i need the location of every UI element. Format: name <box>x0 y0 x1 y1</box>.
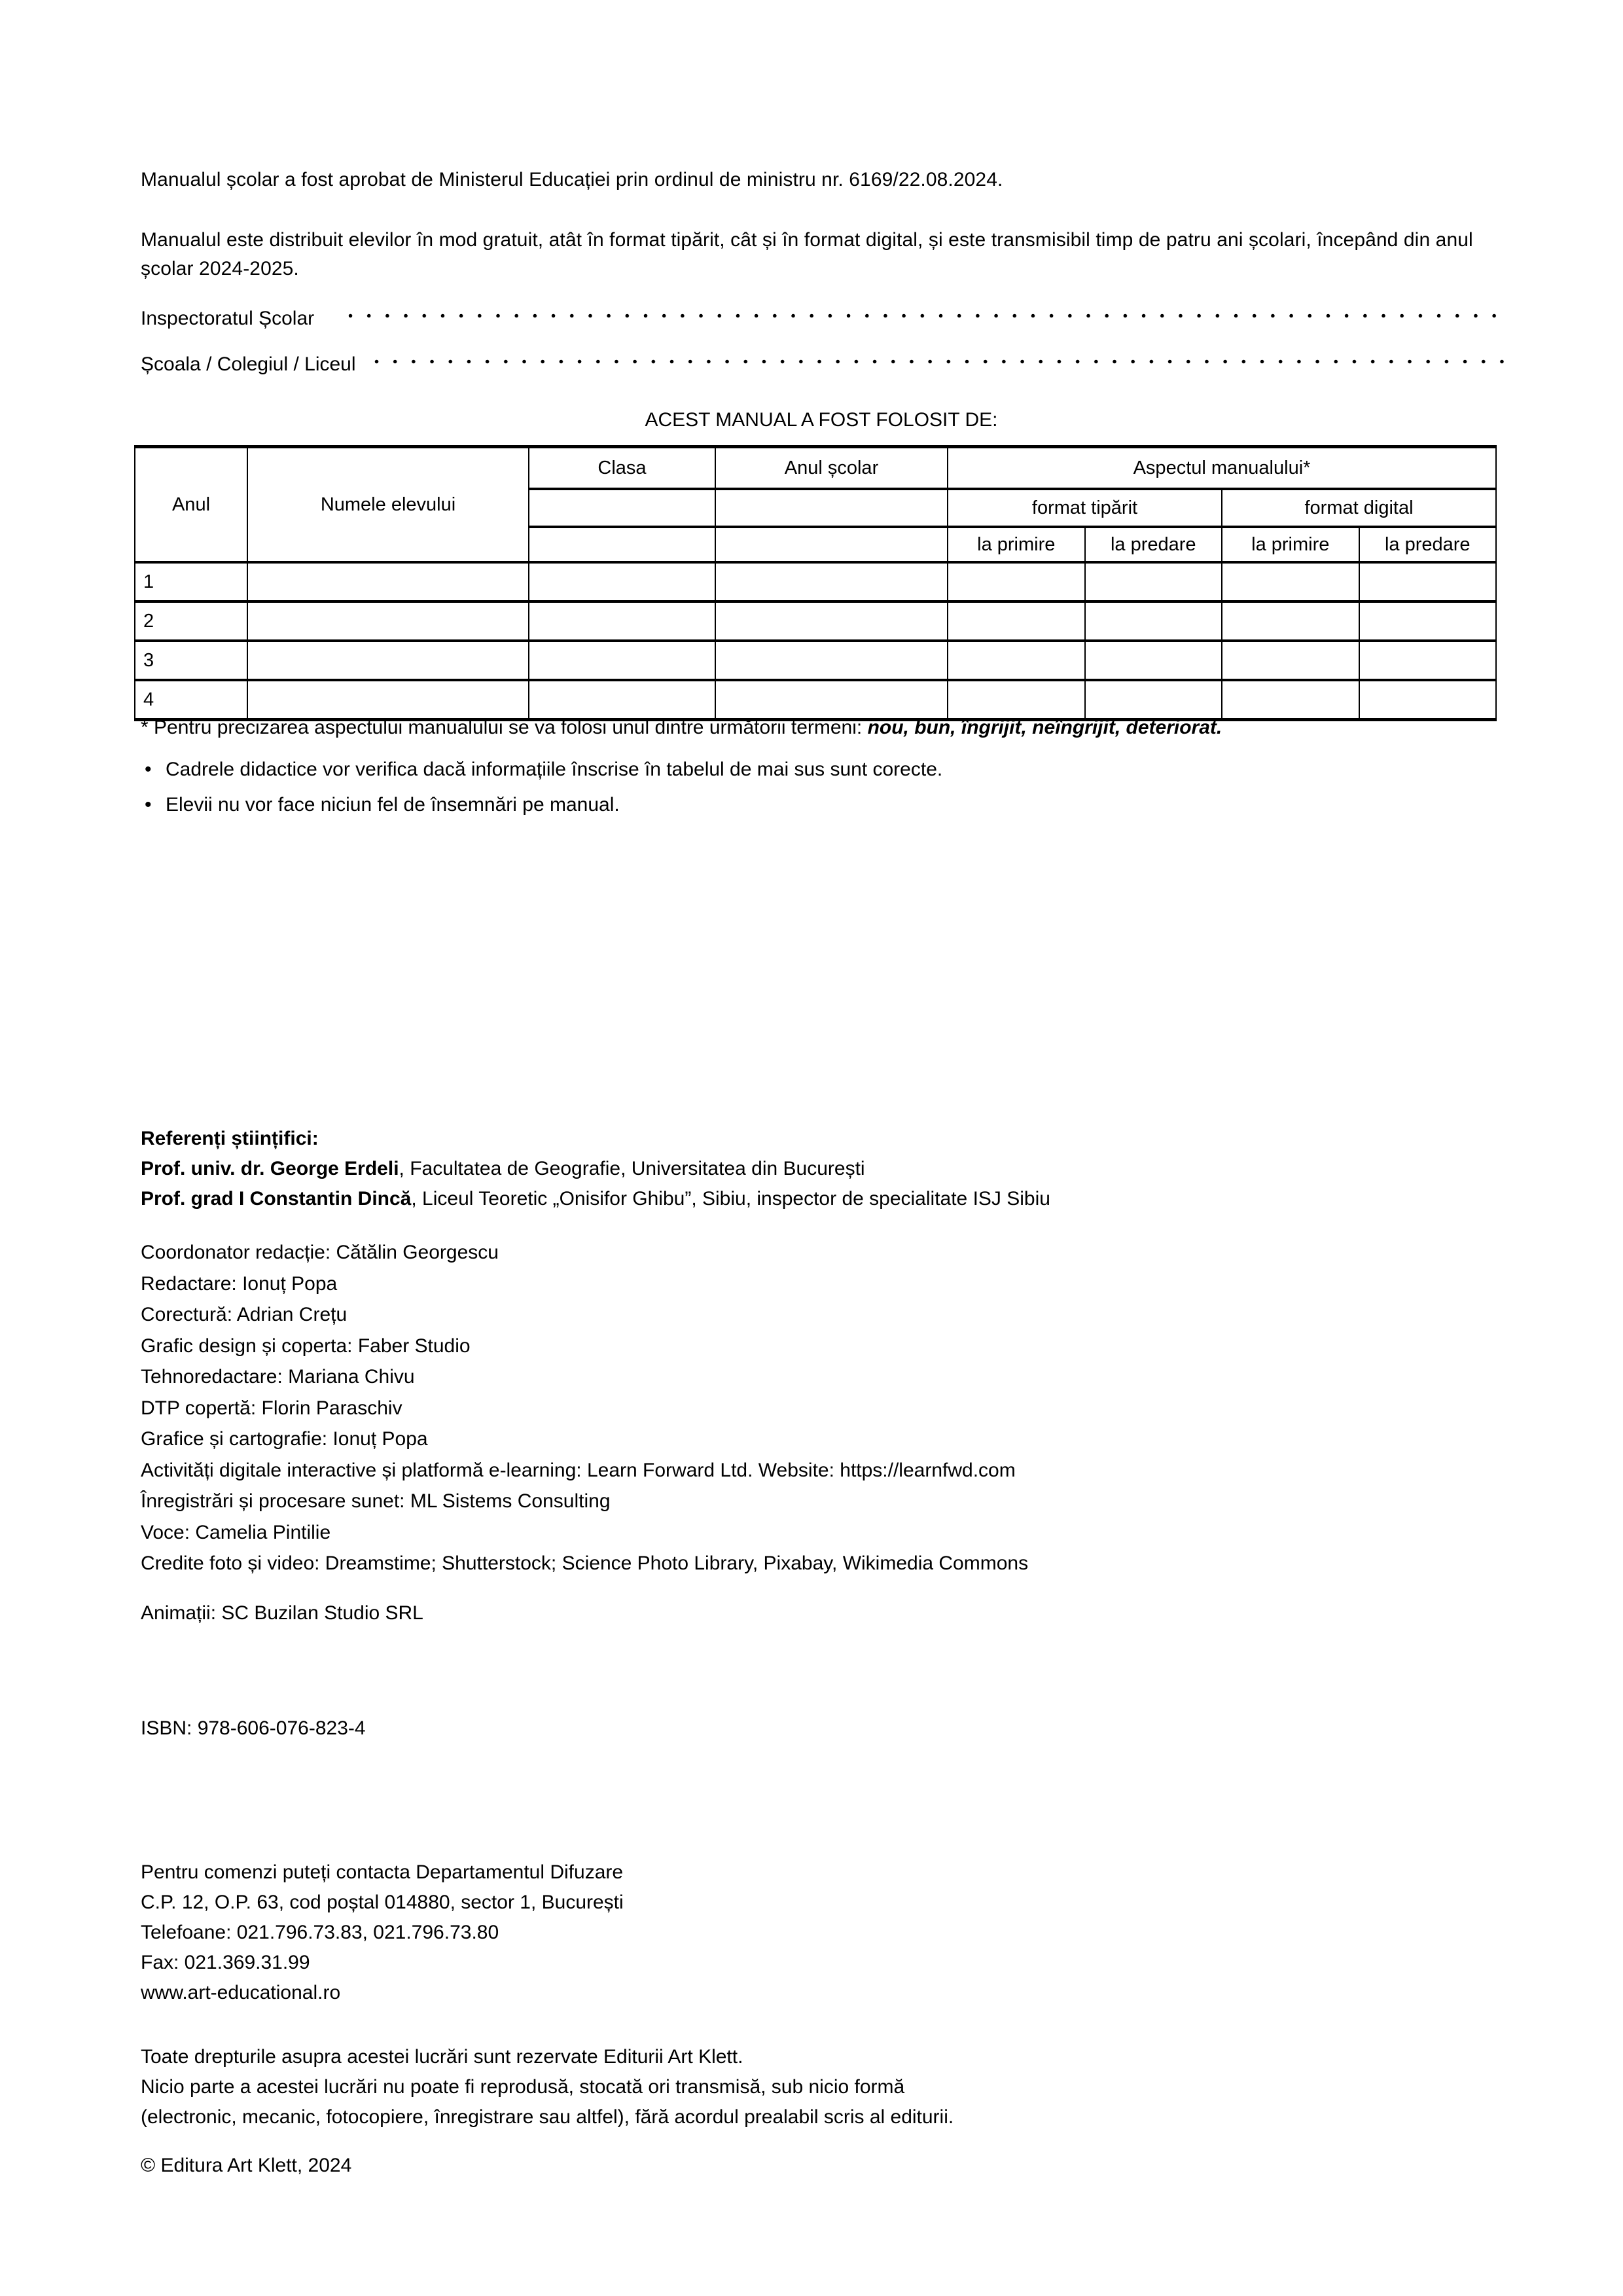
rights-line: Nicio parte a acestei lucrări nu poate fi reprodusă, stocată ori transmisă, sub nicio formă <box>141 2076 905 2098</box>
scientific-referents-block <box>141 1124 1502 1214</box>
cell-an-scolar[interactable] <box>715 641 948 680</box>
approval-paragraph: Manualul școlar a fost aprobat de Ministerul Educației prin ordinul de ministru nr. 6169/22.08.2024. <box>141 169 1003 190</box>
scoala-input-line[interactable] <box>374 342 1505 370</box>
cell-tiparit-primire[interactable] <box>948 601 1085 641</box>
inspectorat-label: Inspectoratul Școlar <box>141 308 315 329</box>
th-aspectul-manualului: Aspectul manualului* <box>948 447 1496 490</box>
isbn-line: ISBN: 978-606-076-823-4 <box>141 1717 366 1739</box>
th-anul-scolar-spacer <box>715 489 948 527</box>
cell-digital-primire[interactable] <box>1222 601 1359 641</box>
credit-line: Redactare: Ionuț Popa <box>141 1272 338 1295</box>
cell-clasa[interactable] <box>529 641 715 680</box>
credit-line: Credite foto și video: Dreamstime; Shutterstock; Science Photo Library, Pixabay, Wikimedia Commons <box>141 1552 1029 1574</box>
usage-table-heading: ACEST MANUAL A FOST FOLOSIT DE: <box>645 409 998 431</box>
credit-line: Grafice și cartografie: Ionuț Popa <box>141 1428 428 1450</box>
cell-digital-predare[interactable] <box>1359 562 1497 601</box>
contact-line: Pentru comenzi puteți contacta Departamentul Difuzare <box>141 1861 624 1883</box>
rights-reserved-block <box>141 2042 1502 2132</box>
footnote-asterisk <box>141 713 1502 742</box>
cell-year: 4 <box>135 680 247 720</box>
cell-digital-primire[interactable] <box>1222 641 1359 680</box>
copyright-line: © Editura Art Klett, 2024 <box>141 2155 352 2176</box>
referent-name: Prof. grad I Constantin Dincă <box>141 1188 412 1210</box>
cell-nume[interactable] <box>247 641 529 680</box>
credit-line: Înregistrări și procesare sunet: ML Sistems Consulting <box>141 1490 611 1512</box>
cell-nume[interactable] <box>247 601 529 641</box>
table-row <box>135 601 1496 641</box>
credit-line: Tehnoredactare: Mariana Chivu <box>141 1366 415 1388</box>
th-anul-scolar: Anul școlar <box>715 447 948 490</box>
cell-year: 3 <box>135 641 247 680</box>
contact-line: Telefoane: 021.796.73.83, 021.796.73.80 <box>141 1922 499 1943</box>
dotted-line <box>348 314 1505 318</box>
cell-tiparit-primire[interactable] <box>948 641 1085 680</box>
note-bullet-2 <box>141 791 1527 819</box>
th-format-tiparit: format tipărit <box>948 489 1222 527</box>
credit-line: Corectură: Adrian Crețu <box>141 1304 348 1325</box>
note-bullet-2-text: Elevii nu vor face niciun fel de însemnări pe manual. <box>166 794 620 816</box>
production-credits-block <box>141 1237 1502 1579</box>
cell-an-scolar[interactable] <box>715 601 948 641</box>
rights-line: (electronic, mecanic, fotocopiere, înregistrare sau altfel), fără acordul prealabil scris al editurii. <box>141 2106 954 2128</box>
cell-clasa[interactable] <box>529 562 715 601</box>
inspectorat-input-line[interactable] <box>348 296 1505 325</box>
th-clasa-spacer-2 <box>529 527 715 562</box>
th-digital-la-predare: la predare <box>1359 527 1497 562</box>
note-bullet-1-text: Cadrele didactice vor verifica dacă informațiile înscrise în tabelul de mai sus sunt corecte. <box>166 759 943 780</box>
bullet-icon: • <box>145 794 152 816</box>
inspectorat-field-row <box>141 296 1505 329</box>
cell-year: 2 <box>135 601 247 641</box>
bullet-icon: • <box>145 759 152 780</box>
contact-website[interactable]: www.art-educational.ro <box>141 1982 341 2003</box>
th-clasa: Clasa <box>529 447 715 490</box>
cell-tiparit-predare[interactable] <box>1085 562 1222 601</box>
table-row <box>135 562 1496 601</box>
cell-tiparit-primire[interactable] <box>948 562 1085 601</box>
table-row <box>135 641 1496 680</box>
cell-tiparit-predare[interactable] <box>1085 641 1222 680</box>
distribution-paragraph: Manualul este distribuit elevilor în mod gratuit, atât în format tipărit, cât și în format digital, și este transmisibil timp de patru ani școlari, începând din anul școlar 2024-2025. <box>141 229 1479 279</box>
scoala-field-row <box>141 342 1505 375</box>
credit-line: Voce: Camelia Pintilie <box>141 1521 331 1543</box>
referent-affiliation: , Facultatea de Geografie, Universitatea din București <box>399 1158 865 1179</box>
footnote-terms: nou, bun, îngrijit, neîngrijit, deteriorat. <box>867 717 1222 738</box>
scoala-label: Școala / Colegiul / Liceul <box>141 353 356 375</box>
referents-title: Referenți științifici: <box>141 1128 319 1149</box>
contact-line: C.P. 12, O.P. 63, cod poștal 014880, sector 1, București <box>141 1892 624 1913</box>
referent-entry <box>141 1154 1502 1184</box>
referent-affiliation: , Liceul Teoretic „Onisifor Ghibu”, Sibiu, inspector de specialitate ISJ Sibiu <box>411 1188 1050 1210</box>
cell-digital-predare[interactable] <box>1359 601 1497 641</box>
cell-an-scolar[interactable] <box>715 562 948 601</box>
referent-entry <box>141 1184 1502 1214</box>
credit-line: DTP copertă: Florin Paraschiv <box>141 1397 402 1419</box>
cell-year: 1 <box>135 562 247 601</box>
credit-line: Activități digitale interactive și platformă e-learning: Learn Forward Ltd. Website: https://learnfwd.com <box>141 1459 1016 1481</box>
th-anul-scolar-spacer-2 <box>715 527 948 562</box>
footnote-text: * Pentru precizarea aspectului manualului se va folosi unul dintre următorii termeni: <box>141 717 868 738</box>
th-tiparit-la-primire: la primire <box>948 527 1085 562</box>
usage-table <box>134 445 1497 721</box>
dotted-line <box>374 359 1505 364</box>
credit-line: Grafic design și coperta: Faber Studio <box>141 1335 471 1357</box>
referent-name: Prof. univ. dr. George Erdeli <box>141 1158 399 1179</box>
cell-clasa[interactable] <box>529 601 715 641</box>
th-clasa-spacer <box>529 489 715 527</box>
note-bullet-1 <box>141 755 1527 784</box>
cell-tiparit-predare[interactable] <box>1085 601 1222 641</box>
contact-block <box>141 1857 1502 2008</box>
contact-line: Fax: 021.369.31.99 <box>141 1952 310 1973</box>
credit-line: Coordonator redacție: Cătălin Georgescu <box>141 1242 499 1263</box>
th-numele-elevului: Numele elevului <box>247 447 529 563</box>
cell-digital-predare[interactable] <box>1359 641 1497 680</box>
rights-line: Toate drepturile asupra acestei lucrări sunt rezervate Editurii Art Klett. <box>141 2046 743 2068</box>
th-tiparit-la-predare: la predare <box>1085 527 1222 562</box>
th-format-digital: format digital <box>1222 489 1496 527</box>
th-anul: Anul <box>135 447 247 563</box>
table-header-row-1 <box>135 447 1496 490</box>
animations-credit: Animații: SC Buzilan Studio SRL <box>141 1602 423 1624</box>
cell-nume[interactable] <box>247 562 529 601</box>
cell-digital-primire[interactable] <box>1222 562 1359 601</box>
th-digital-la-primire: la primire <box>1222 527 1359 562</box>
